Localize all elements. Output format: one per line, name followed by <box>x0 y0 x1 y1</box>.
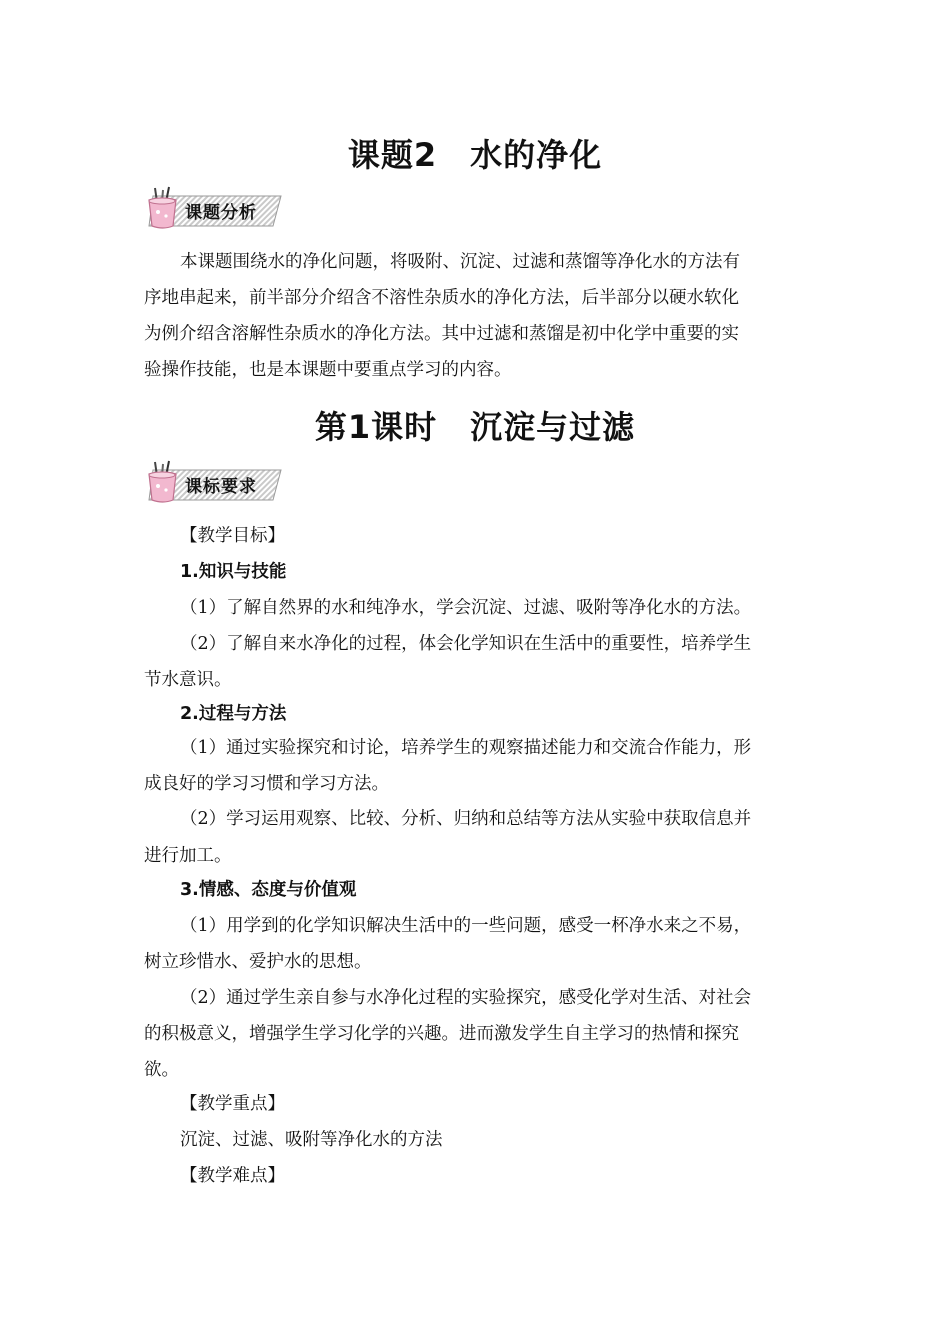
goal-line: （2）了解自来水净化的过程，体会化学知识在生活中的重要性，培养学生 <box>180 634 752 654</box>
banner-label: 课标要求 <box>185 477 257 497</box>
page-title: 课题2 水的净化 <box>347 136 603 174</box>
key-heading: 【教学重点】 <box>180 1094 285 1114</box>
difficulty-heading: 【教学难点】 <box>180 1166 285 1186</box>
goal-line: （1）通过实验探究和讨论，培养学生的观察描述能力和交流合作能力，形 <box>180 738 752 758</box>
section-banner-analysis <box>143 186 288 232</box>
pencil-cup-icon <box>143 186 183 232</box>
analysis-line: 验操作技能，也是本课题中要重点学习的内容。 <box>144 360 512 380</box>
goal-line: （1）了解自然界的水和纯净水，学会沉淀、过滤、吸附等净化水的方法。 <box>180 598 752 618</box>
banner-label: 课题分析 <box>185 203 257 223</box>
goal-line: 树立珍惜水、爱护水的思想。 <box>144 952 372 972</box>
goal-line: （2）通过学生亲自参与水净化过程的实验探究，感受化学对生活、对社会 <box>180 988 752 1008</box>
section-heading: 1.知识与技能 <box>180 562 287 582</box>
goal-line: （1）用学到的化学知识解决生活中的一些问题，感受一杯净水来之不易， <box>180 916 752 936</box>
analysis-line: 本课题围绕水的净化问题，将吸附、沉淀、过滤和蒸馏等净化水的方法有 <box>180 252 740 272</box>
section-heading: 2.过程与方法 <box>180 704 287 724</box>
goal-line: 进行加工。 <box>144 846 232 866</box>
goal-line: （2）学习运用观察、比较、分析、归纳和总结等方法从实验中获取信息并 <box>180 809 752 829</box>
section-heading: 3.情感、态度与价值观 <box>180 880 357 900</box>
goals-heading: 【教学目标】 <box>180 526 285 546</box>
goal-line: 的积极意义，增强学生学习化学的兴趣。进而激发学生自主学习的热情和探究 <box>144 1024 739 1044</box>
goal-line: 欲。 <box>144 1060 179 1080</box>
section-banner-requirements <box>143 460 288 506</box>
goal-line: 成良好的学习习惯和学习方法。 <box>144 774 389 794</box>
analysis-line: 为例介绍含溶解性杂质水的净化方法。其中过滤和蒸馏是初中化学中重要的实 <box>144 324 739 344</box>
pencil-cup-icon <box>143 460 183 506</box>
lesson-title: 第1课时 沉淀与过滤 <box>314 408 636 446</box>
goal-line: 节水意识。 <box>144 670 232 690</box>
key-text: 沉淀、过滤、吸附等净化水的方法 <box>180 1130 443 1150</box>
analysis-line: 序地串起来，前半部分介绍含不溶性杂质水的净化方法，后半部分以硬水软化 <box>144 288 739 308</box>
